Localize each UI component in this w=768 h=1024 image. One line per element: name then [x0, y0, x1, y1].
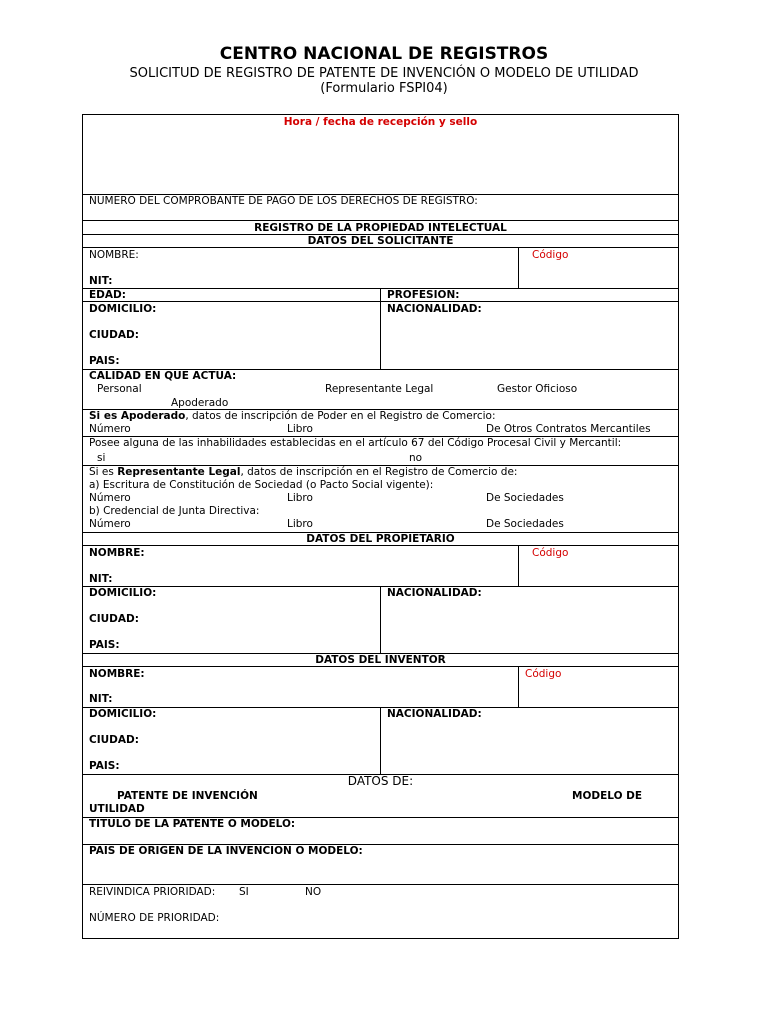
document-subtitle: SOLICITUD DE REGISTRO DE PATENTE DE INVENCIÓN O MODELO DE UTILIDAD — [129, 66, 639, 81]
propietario-nombre-label[interactable]: NOMBRE: — [89, 547, 145, 559]
representante-line-b: b) Credencial de Junta Directiva: — [89, 505, 260, 517]
representante-intro-rest: , datos de inscripción en el Registro de Comercio de: — [240, 466, 518, 478]
representante-b-numero-label[interactable]: Número — [89, 518, 131, 530]
form-code: (Formulario FSPI04) — [320, 81, 448, 96]
document-title: CENTRO NACIONAL DE REGISTROS — [219, 44, 549, 64]
calidad-apoderado-option[interactable]: Apoderado — [171, 397, 229, 409]
solicitante-pais-label[interactable]: PAIS: — [89, 355, 120, 367]
reception-label: Hora / fecha de recepción y sello — [283, 116, 478, 128]
prioridad-si-option[interactable]: SI — [239, 886, 249, 898]
inhabilidades-question: Posee alguna de las inhabilidades establecidas en el artículo 67 del Código Procesal Civil y Mercantil: — [89, 437, 622, 449]
section-title-inventor: DATOS DEL INVENTOR — [315, 654, 446, 666]
inventor-pais-label[interactable]: PAIS: — [89, 760, 120, 772]
solicitante-profesion-label[interactable]: PROFESION: — [387, 289, 460, 301]
inventor-domicilio-label[interactable]: DOMICILIO: — [89, 708, 157, 720]
registry-title: REGISTRO DE LA PROPIEDAD INTELECTUAL — [254, 222, 507, 234]
inventor-codigo-label[interactable]: Código — [525, 668, 562, 680]
apoderado-intro — [89, 410, 496, 422]
numero-prioridad-label[interactable]: NÚMERO DE PRIORIDAD: — [89, 912, 220, 924]
calidad-representante-option[interactable]: Representante Legal — [325, 383, 434, 395]
representante-a-libro-label[interactable]: Libro — [287, 492, 313, 504]
representante-intro-bold: Representante Legal — [117, 466, 241, 478]
datos-de-title: DATOS DE: — [347, 774, 414, 788]
solicitante-nit-label[interactable]: NIT: — [89, 275, 113, 287]
inventor-nit-label[interactable]: NIT: — [89, 693, 113, 705]
representante-line-a: a) Escritura de Constitución de Sociedad (o Pacto Social vigente): — [89, 479, 434, 491]
propietario-codigo-label[interactable]: Código — [532, 547, 569, 559]
apoderado-intro-bold: Si es Apoderado — [89, 410, 186, 422]
representante-b-libro-label[interactable]: Libro — [287, 518, 313, 530]
solicitante-edad-label[interactable]: EDAD: — [89, 289, 126, 301]
calidad-gestor-option[interactable]: Gestor Oficioso — [497, 383, 578, 395]
inventor-nacionalidad-label[interactable]: NACIONALIDAD: — [387, 708, 482, 720]
pais-origen-label[interactable]: PAIS DE ORIGEN DE LA INVENCION O MODELO: — [89, 845, 363, 857]
representante-a-sociedades-label[interactable]: De Sociedades — [486, 492, 564, 504]
solicitante-nacionalidad-label[interactable]: NACIONALIDAD: — [387, 303, 482, 315]
registration-form — [82, 114, 679, 939]
representante-intro — [89, 466, 517, 478]
calidad-label: CALIDAD EN QUE ACTUA: — [89, 370, 237, 382]
solicitante-codigo-label[interactable]: Código — [532, 249, 569, 261]
prioridad-no-option[interactable]: NO — [305, 886, 322, 898]
representante-b-sociedades-label[interactable]: De Sociedades — [486, 518, 564, 530]
solicitante-nombre-label[interactable]: NOMBRE: — [89, 249, 139, 261]
calidad-personal-option[interactable]: Personal — [97, 383, 142, 395]
propietario-ciudad-label[interactable]: CIUDAD: — [89, 613, 139, 625]
section-title-solicitante: DATOS DEL SOLICITANTE — [307, 235, 454, 247]
representante-a-numero-label[interactable]: Número — [89, 492, 131, 504]
apoderado-intro-rest: , datos de inscripción de Poder en el Registro de Comercio: — [185, 410, 496, 422]
section-title-propietario: DATOS DEL PROPIETARIO — [306, 533, 455, 545]
inhabilidades-si-option[interactable]: si — [97, 452, 106, 464]
inhabilidades-no-option[interactable]: no — [409, 452, 423, 464]
modelo-utilidad-option[interactable]: MODELO DE — [572, 790, 643, 802]
solicitante-ciudad-label[interactable]: CIUDAD: — [89, 329, 139, 341]
titulo-patente-label[interactable]: TITULO DE LA PATENTE O MODELO: — [89, 818, 296, 830]
representante-intro-prefix: Si es — [89, 466, 118, 478]
inventor-ciudad-label[interactable]: CIUDAD: — [89, 734, 139, 746]
propietario-domicilio-label[interactable]: DOMICILIO: — [89, 587, 157, 599]
modelo-utilidad-option-continued[interactable]: UTILIDAD — [89, 803, 145, 815]
propietario-nit-label[interactable]: NIT: — [89, 573, 113, 585]
patente-invencion-option[interactable]: PATENTE DE INVENCIÓN — [117, 790, 258, 802]
propietario-nacionalidad-label[interactable]: NACIONALIDAD: — [387, 587, 482, 599]
apoderado-otros-label[interactable]: De Otros Contratos Mercantiles — [486, 423, 651, 435]
solicitante-domicilio-label[interactable]: DOMICILIO: — [89, 303, 157, 315]
inventor-nombre-label[interactable]: NOMBRE: — [89, 668, 145, 680]
apoderado-libro-label[interactable]: Libro — [287, 423, 313, 435]
payment-receipt-label[interactable]: NUMERO DEL COMPROBANTE DE PAGO DE LOS DERECHOS DE REGISTRO: — [89, 195, 478, 207]
apoderado-numero-label[interactable]: Número — [89, 423, 131, 435]
propietario-pais-label[interactable]: PAIS: — [89, 639, 120, 651]
reivindica-prioridad-label: REIVINDICA PRIORIDAD: — [89, 886, 216, 898]
